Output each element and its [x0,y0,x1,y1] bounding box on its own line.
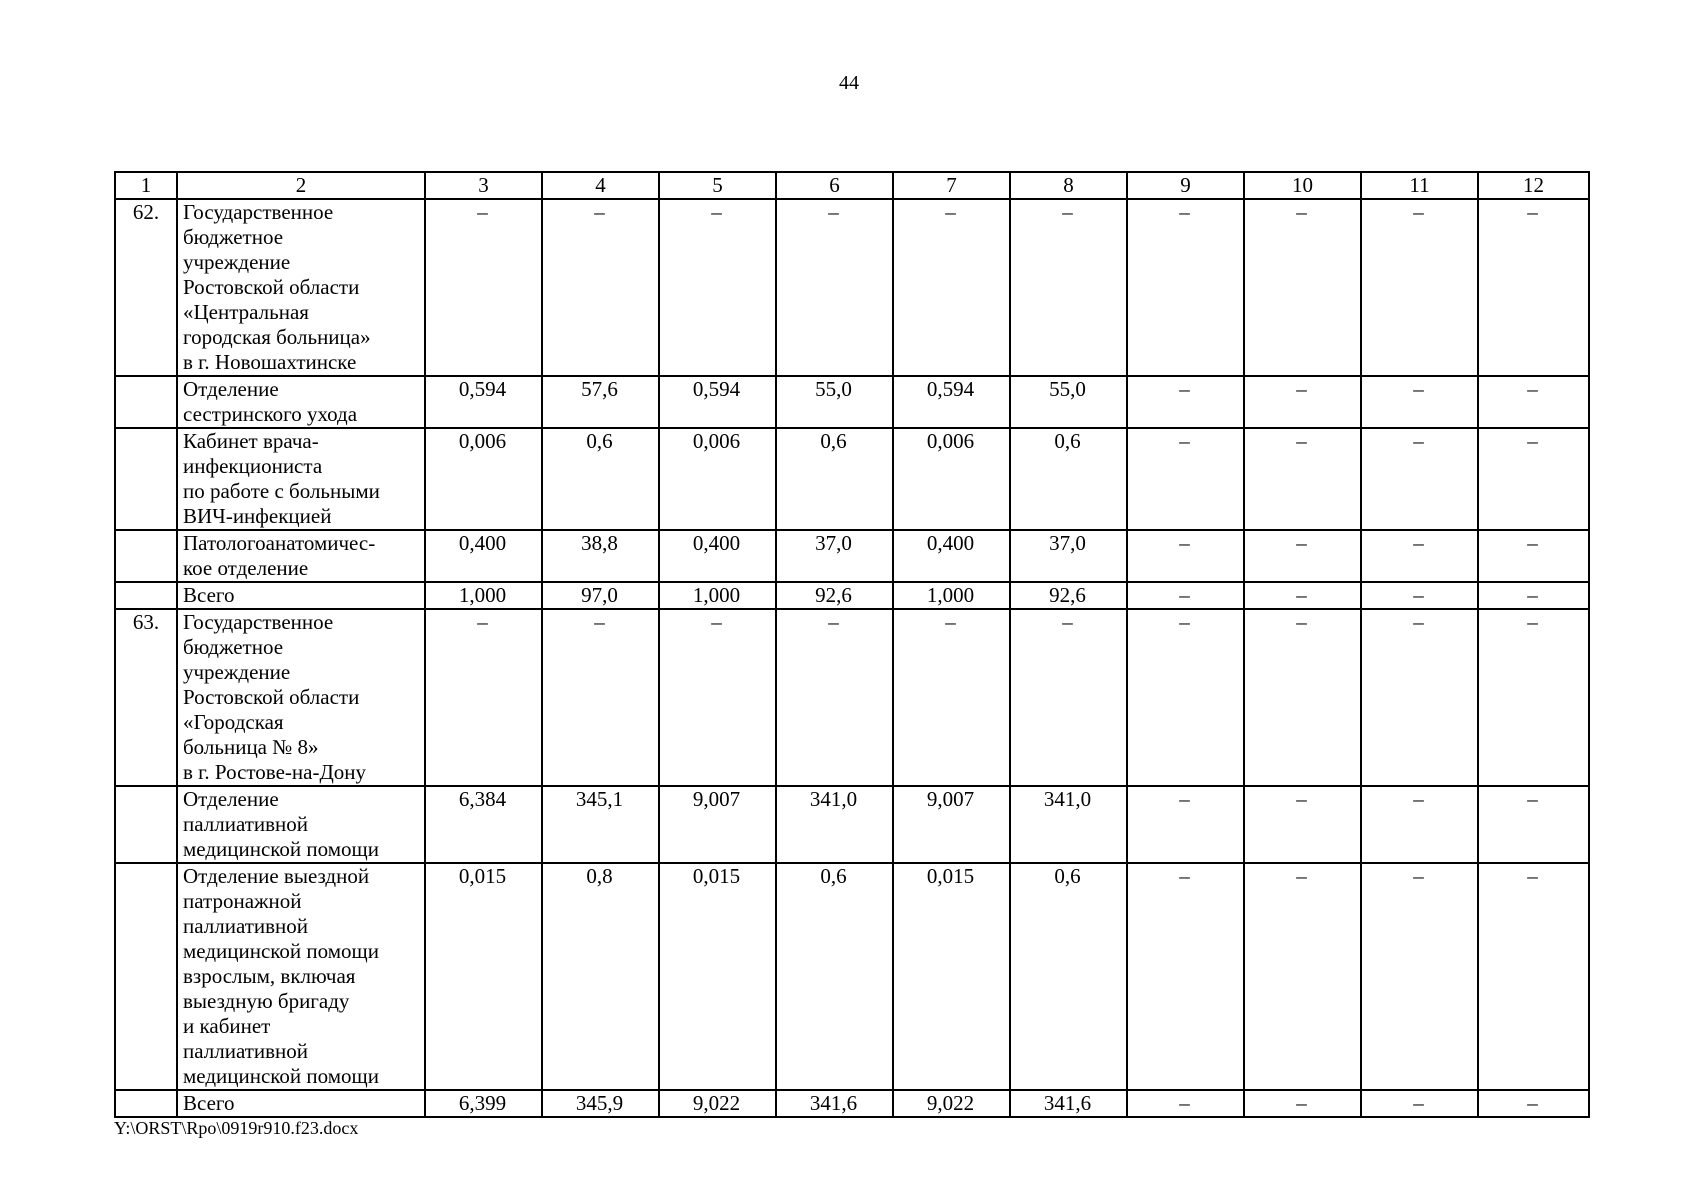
row-number-cell: 62. [115,199,177,376]
value-cell: – [1478,1090,1589,1117]
value-cell: – [1244,582,1361,609]
value-cell: – [1244,786,1361,863]
value-cell: – [1478,609,1589,786]
value-cell: – [1010,609,1127,786]
table-row [115,530,1589,582]
header-cell: 5 [659,172,776,199]
value-cell: – [1127,530,1244,582]
value-cell: 55,0 [1010,376,1127,428]
row-number-cell [115,863,177,1090]
value-cell: 341,6 [776,1090,893,1117]
header-cell: 9 [1127,172,1244,199]
value-cell: 9,007 [659,786,776,863]
value-cell: – [1244,199,1361,376]
value-cell: – [1127,376,1244,428]
table-row [115,1090,1589,1117]
value-cell: 0,594 [425,376,542,428]
value-cell: 0,6 [776,863,893,1090]
table-row [115,863,1589,1090]
value-cell: 0,006 [425,428,542,530]
value-cell: – [893,199,1010,376]
value-cell: – [1478,863,1589,1090]
value-cell: 0,594 [659,376,776,428]
value-cell: 0,400 [659,530,776,582]
row-number-cell: 63. [115,609,177,786]
value-cell: – [1361,376,1478,428]
value-cell: 341,6 [1010,1090,1127,1117]
value-cell: 38,8 [542,530,659,582]
value-cell: – [1244,428,1361,530]
value-cell: – [776,609,893,786]
value-cell: 37,0 [776,530,893,582]
value-cell: – [1127,863,1244,1090]
value-cell: 0,006 [893,428,1010,530]
value-cell: – [1478,530,1589,582]
value-cell: – [1361,428,1478,530]
value-cell: 0,015 [893,863,1010,1090]
value-cell: – [1361,582,1478,609]
value-cell: – [659,609,776,786]
value-cell: – [1127,582,1244,609]
row-number-cell [115,786,177,863]
value-cell: 55,0 [776,376,893,428]
value-cell: 6,384 [425,786,542,863]
row-name-cell: Кабинет врача- инфекциониста по работе с больными ВИЧ-инфекцией [177,428,425,530]
value-cell: – [1244,376,1361,428]
value-cell: 9,022 [659,1090,776,1117]
value-cell: – [1478,786,1589,863]
value-cell: 9,022 [893,1090,1010,1117]
value-cell: – [425,609,542,786]
value-cell: 0,400 [425,530,542,582]
value-cell: 0,8 [542,863,659,1090]
value-cell: – [893,609,1010,786]
row-name-cell: Всего [177,582,425,609]
value-cell: 97,0 [542,582,659,609]
row-name-cell: Отделение сестринского ухода [177,376,425,428]
value-cell: – [1478,376,1589,428]
value-cell: – [1127,428,1244,530]
value-cell: 341,0 [1010,786,1127,863]
value-cell: 0,400 [893,530,1010,582]
table-row [115,609,1589,786]
header-cell: 12 [1478,172,1589,199]
value-cell: – [425,199,542,376]
value-cell: – [1127,609,1244,786]
header-cell: 8 [1010,172,1127,199]
value-cell: 1,000 [425,582,542,609]
header-cell: 10 [1244,172,1361,199]
row-number-cell [115,1090,177,1117]
table-row [115,582,1589,609]
value-cell: – [1361,786,1478,863]
value-cell: 57,6 [542,376,659,428]
header-cell: 2 [177,172,425,199]
footer-file-path: Y:\ORST\Rpo\0919r910.f23.docx [114,1118,359,1138]
value-cell: 9,007 [893,786,1010,863]
row-name-cell: Всего [177,1090,425,1117]
value-cell: – [1361,1090,1478,1117]
value-cell: – [542,609,659,786]
value-cell: 92,6 [776,582,893,609]
value-cell: 0,6 [776,428,893,530]
value-cell: – [1127,786,1244,863]
value-cell: 341,0 [776,786,893,863]
row-number-cell [115,530,177,582]
value-cell: 1,000 [659,582,776,609]
header-cell: 3 [425,172,542,199]
value-cell: – [1127,199,1244,376]
value-cell: 0,6 [1010,863,1127,1090]
value-cell: – [1244,530,1361,582]
value-cell: 1,000 [893,582,1010,609]
row-number-cell [115,428,177,530]
table-row [115,428,1589,530]
value-cell: 345,1 [542,786,659,863]
row-name-cell: Государственное бюджетное учреждение Ростовской области «Городская больница № 8» в г. Ростове-на-Дону [177,609,425,786]
row-number-cell [115,376,177,428]
row-name-cell: Патологоанатомичес- кое отделение [177,530,425,582]
header-cell: 1 [115,172,177,199]
header-cell: 6 [776,172,893,199]
value-cell: – [542,199,659,376]
row-name-cell: Отделение выездной патронажной паллиативной медицинской помощи взрослым, включая выездную бригаду и кабинет паллиативной медицинской помощи [177,863,425,1090]
data-table [114,171,1590,1118]
header-cell: 11 [1361,172,1478,199]
value-cell: – [1244,863,1361,1090]
table-body [115,172,1589,1117]
value-cell: – [1244,1090,1361,1117]
table-row [115,199,1589,376]
value-cell: 92,6 [1010,582,1127,609]
value-cell: – [1361,609,1478,786]
row-number-cell [115,582,177,609]
table-row [115,786,1589,863]
value-cell: 345,9 [542,1090,659,1117]
value-cell: – [1478,582,1589,609]
value-cell: 37,0 [1010,530,1127,582]
value-cell: – [1127,1090,1244,1117]
value-cell: – [1244,609,1361,786]
table-row [115,376,1589,428]
value-cell: – [776,199,893,376]
page-number: 44 [839,72,859,94]
value-cell: 0,594 [893,376,1010,428]
value-cell: – [659,199,776,376]
value-cell: 0,6 [1010,428,1127,530]
row-name-cell: Отделение паллиативной медицинской помощи [177,786,425,863]
value-cell: 6,399 [425,1090,542,1117]
value-cell: – [1478,428,1589,530]
value-cell: 0,6 [542,428,659,530]
value-cell: – [1010,199,1127,376]
value-cell: – [1361,863,1478,1090]
value-cell: – [1478,199,1589,376]
value-cell: – [1361,199,1478,376]
row-name-cell: Государственное бюджетное учреждение Ростовской области «Центральная городская больница» в г. Новошахтинске [177,199,425,376]
table-header-row [115,172,1589,199]
value-cell: 0,015 [425,863,542,1090]
value-cell: – [1361,530,1478,582]
value-cell: 0,015 [659,863,776,1090]
header-cell: 7 [893,172,1010,199]
header-cell: 4 [542,172,659,199]
value-cell: 0,006 [659,428,776,530]
